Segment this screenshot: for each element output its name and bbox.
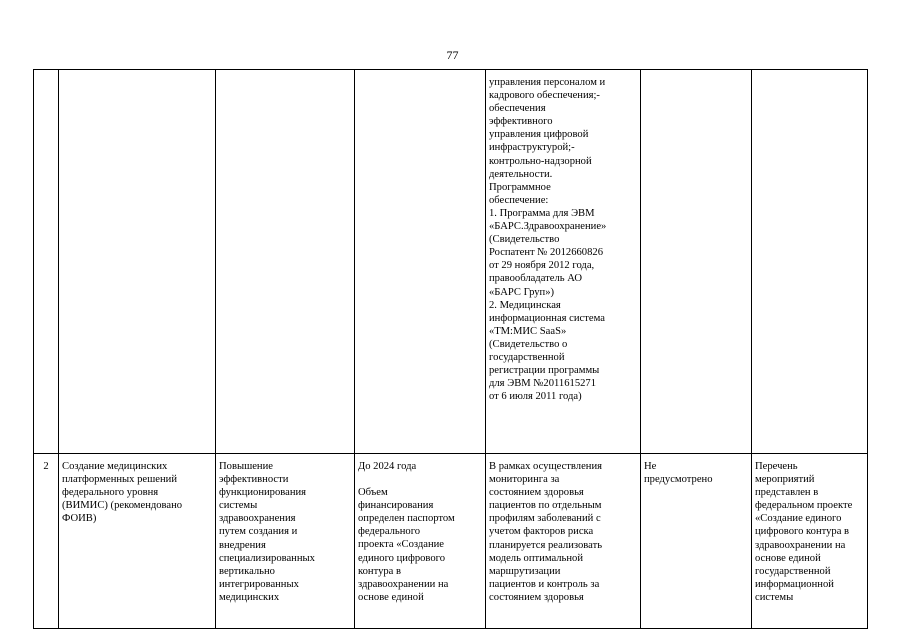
text-line: состоянием здоровья bbox=[489, 487, 584, 499]
text-line: Повышение bbox=[219, 461, 273, 472]
text-line: В рамках осуществления bbox=[489, 461, 602, 472]
text-line: Программное bbox=[489, 181, 551, 193]
text-line: здравоохранении на bbox=[755, 539, 846, 551]
text-line: предусмотрено bbox=[644, 474, 713, 486]
text-line: модель оптимальной bbox=[489, 552, 583, 564]
text-line: основе единой bbox=[755, 552, 821, 564]
text-line: проекта «Создание bbox=[358, 539, 444, 551]
cell-notes bbox=[752, 454, 868, 629]
cell-goal bbox=[216, 454, 355, 629]
text-line: эффективного bbox=[489, 116, 553, 128]
cell-description bbox=[486, 454, 641, 629]
text-line: 1. Программа для ЭВМ bbox=[489, 207, 595, 219]
cell-notes bbox=[752, 70, 868, 454]
measures-table bbox=[33, 69, 868, 629]
text-line: состоянием здоровья bbox=[489, 591, 584, 603]
text-line: финансирования bbox=[358, 500, 434, 512]
table-row bbox=[34, 454, 868, 629]
row-number: 2 bbox=[34, 454, 59, 629]
text-line: интегрированных bbox=[219, 578, 299, 590]
text-line: представлен в bbox=[755, 487, 819, 499]
text-line: специализированных bbox=[219, 552, 315, 564]
spacer bbox=[358, 473, 482, 486]
text-line: ФОИВ) bbox=[62, 513, 97, 525]
text-line: «Создание единого bbox=[755, 513, 842, 525]
cell-description bbox=[486, 70, 641, 454]
text-line: вертикально bbox=[219, 565, 275, 577]
cell-deadline-funding bbox=[355, 454, 486, 629]
text-line: Не bbox=[644, 461, 657, 472]
text-line: системы bbox=[755, 591, 794, 603]
text-line: внедрения bbox=[219, 539, 266, 551]
deadline-text: До 2024 года bbox=[358, 461, 417, 472]
text-line: функционирования bbox=[219, 487, 307, 499]
text-line: управления персоналом и bbox=[489, 77, 606, 88]
text-line: регистрации программы bbox=[489, 365, 600, 377]
text-line: федеральном проекте bbox=[755, 500, 853, 512]
page-number: 77 bbox=[446, 48, 459, 62]
text-line: профилям заболеваний с bbox=[489, 513, 601, 525]
text-line: «БАРС Груп») bbox=[489, 286, 555, 298]
text-line: платформенных решений bbox=[62, 474, 177, 486]
text-line: мероприятий bbox=[755, 474, 815, 486]
text-line: цифрового контура в bbox=[755, 526, 850, 538]
text-line: информационная система bbox=[489, 312, 605, 324]
text-line: кадрового обеспечения;- bbox=[489, 90, 600, 102]
cell-deadline bbox=[355, 70, 486, 454]
text-line: здравоохранения bbox=[219, 513, 296, 525]
text-line: маршрутизации bbox=[489, 565, 561, 577]
text-line: управления цифровой bbox=[489, 129, 589, 141]
text-line: Перечень bbox=[755, 461, 798, 472]
text-line: деятельности. bbox=[489, 168, 553, 180]
text-line: от 6 июля 2011 года) bbox=[489, 391, 582, 403]
text-line: (Свидетельство о bbox=[489, 338, 568, 350]
cell-project-name bbox=[59, 454, 216, 629]
text-line: Объем bbox=[358, 487, 388, 499]
text-line: медицинских bbox=[219, 591, 280, 603]
text-line: для ЭВМ №2011615271 bbox=[489, 378, 597, 390]
text-line: инфраструктурой;- bbox=[489, 142, 575, 154]
text-line: «БАРС.Здравоохранение» bbox=[489, 221, 607, 233]
text-line: мониторинга за bbox=[489, 474, 560, 486]
text-line: правообладатель АО bbox=[489, 273, 582, 285]
cell-funding bbox=[641, 70, 752, 454]
funding-lines bbox=[358, 486, 482, 604]
text-line: планируется реализовать bbox=[489, 539, 603, 551]
text-line: обеспечение: bbox=[489, 194, 549, 206]
text-line: эффективности bbox=[219, 474, 289, 486]
text-line: государственной bbox=[489, 351, 565, 363]
table-row-continuation bbox=[34, 70, 868, 454]
text-line: основе единой bbox=[358, 591, 424, 603]
text-line: от 29 ноября 2012 года, bbox=[489, 260, 595, 272]
text-line: федерального bbox=[358, 526, 421, 538]
text-line: пациентов и контроль за bbox=[489, 578, 600, 590]
text-line: здравоохранении на bbox=[358, 578, 449, 590]
text-line: обеспечения bbox=[489, 103, 546, 115]
cell-goal bbox=[216, 70, 355, 454]
text-line: «ТМ:МИС SaaS» bbox=[489, 325, 567, 337]
cell-num bbox=[34, 70, 59, 454]
cell-funding-source bbox=[641, 454, 752, 629]
cell-name bbox=[59, 70, 216, 454]
text-line: единого цифрового bbox=[358, 552, 446, 564]
text-line: (ВИМИС) (рекомендовано bbox=[62, 500, 183, 512]
text-line: системы bbox=[219, 500, 258, 512]
text-line: государственной bbox=[755, 565, 831, 577]
text-line: информационной bbox=[755, 578, 834, 590]
text-line: пациентов по отдельным bbox=[489, 500, 602, 512]
text-line: Роспатент № 2012660826 bbox=[489, 247, 603, 259]
text-line: контура в bbox=[358, 565, 402, 577]
text-line: (Свидетельство bbox=[489, 234, 560, 246]
text-line: учетом факторов риска bbox=[489, 526, 594, 538]
text-line: определен паспортом bbox=[358, 513, 455, 525]
text-line: Создание медицинских bbox=[62, 461, 168, 472]
text-line: контрольно-надзорной bbox=[489, 155, 592, 167]
text-line: 2. Медицинская bbox=[489, 299, 561, 311]
text-line: путем создания и bbox=[219, 526, 298, 538]
text-line: федерального уровня bbox=[62, 487, 159, 499]
